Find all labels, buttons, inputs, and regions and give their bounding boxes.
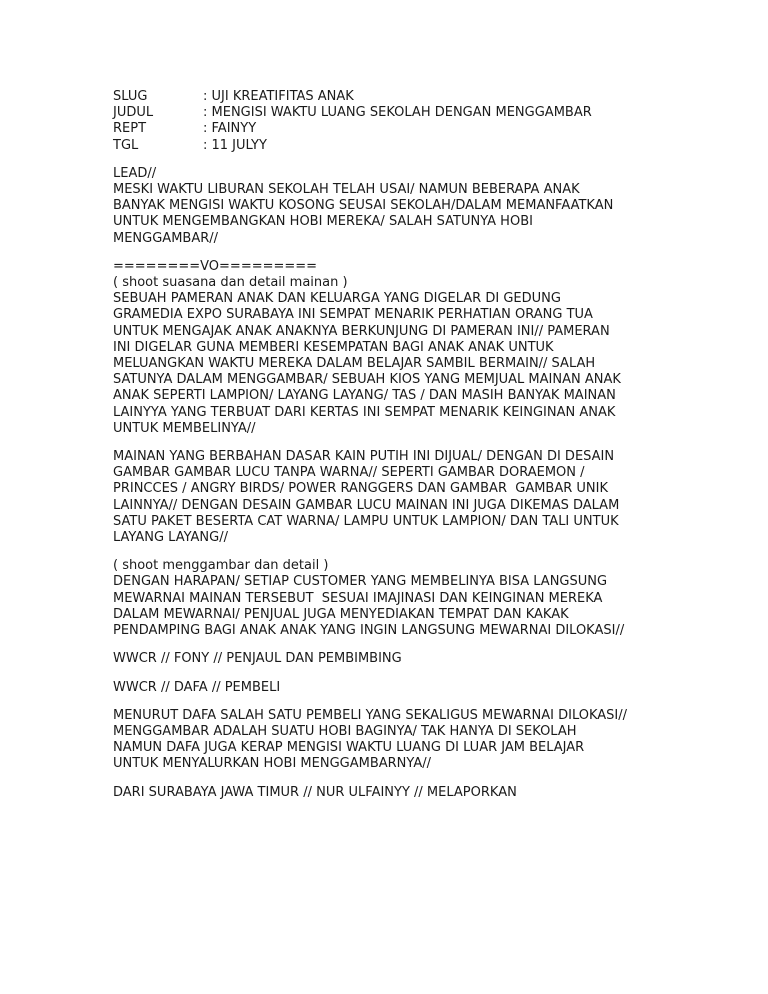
text-line: LAYANG LAYANG// [113,530,228,546]
script-body [113,89,673,801]
wwcr-line: WWCR // FONY // PENJAUL DAN PEMBIMBING [113,651,402,667]
wwcr-line: WWCR // DAFA // PEMBELI [113,679,281,695]
lead-heading: LEAD// [113,165,157,181]
text-line: MESKI WAKTU LIBURAN SEKOLAH TELAH USAI/ NAMUN BEBERAPA ANAK [113,182,580,198]
text-line: UNTUK MENYALURKAN HOBI MENGGAMBARNYA// [113,756,431,772]
wwcr-dafa [113,680,673,696]
text-line: SEBUAH PAMERAN ANAK DAN KELUARGA YANG DIGELAR DI GEDUNG [113,291,561,307]
vo-section [113,259,673,437]
text-line: UNTUK MEMBELINYA// [113,420,256,436]
meta-value: : MENGISI WAKTU LUANG SEKOLAH DENGAN MENGGAMBAR [203,105,592,121]
text-line: INI DIGELAR GUNA MEMBERI KESEMPATAN BAGI ANAK ANAK UNTUK [113,339,554,355]
text-line: UNTUK MENGEMBANGKAN HOBI MEREKA/ SALAH SATUNYA HOBI [113,214,533,230]
text-line: MENURUT DAFA SALAH SATU PEMBELI YANG SEKALIGUS MEWARNAI DILOKASI// [113,707,628,723]
text-line: DALAM MEWARNAI/ PENJUAL JUGA MENYEDIAKAN TEMPAT DAN KAKAK [113,606,569,622]
text-line: MENGGAMBAR// [113,230,219,246]
text-line: UNTUK MENGAJAK ANAK ANAKNYA BERKUNJUNG DI PAMERAN INI// PAMERAN [113,323,610,339]
text-line: MEWARNAI MAINAN TERSEBUT SESUAI IMAJINASI DAN KEINGINAN MEREKA [113,590,603,606]
meta-row-rept [113,121,673,137]
shot-note: ( shoot suasana dan detail mainan ) [113,275,348,291]
meta-row-tgl [113,138,673,154]
text-line: BANYAK MENGISI WAKTU KOSONG SEUSAI SEKOLAH/DALAM MEMANFAATKAN [113,198,614,214]
paragraph-dafa [113,708,673,773]
text-line: PENDAMPING BAGI ANAK ANAK YANG INGIN LANGSUNG MEWARNAI DILOKASI// [113,623,625,639]
meta-row-slug [113,89,673,105]
meta-key: SLUG [113,89,148,104]
meta-row-judul [113,105,673,121]
text-line: LAINYYA YANG TERBUAT DARI KERTAS INI SEMPAT MENARIK KEINGINAN ANAK [113,404,616,420]
lead-section [113,166,673,247]
text-line: SATU PAKET BESERTA CAT WARNA/ LAMPU UNTUK LAMPION/ DAN TALI UNTUK [113,513,619,529]
text-line: MAINAN YANG BERBAHAN DASAR KAIN PUTIH INI DIJUAL/ DENGAN DI DESAIN [113,449,615,465]
text-line: DENGAN HARAPAN/ SETIAP CUSTOMER YANG MEMBELINYA BISA LANGSUNG [113,574,608,590]
vo-divider: ========VO========= [113,258,318,274]
meta-value: : 11 JULYY [203,137,267,153]
text-line: GRAMEDIA EXPO SURABAYA INI SEMPAT MENARIK PERHATIAN ORANG TUA [113,307,593,323]
meta-value: : UJI KREATIFITAS ANAK [203,89,354,104]
meta-value: : FAINYY [203,121,257,137]
paragraph-mainan [113,449,673,546]
meta-key: REPT [113,121,147,137]
meta-key: TGL [113,137,139,153]
text-line: SATUNYA DALAM MENGGAMBAR/ SEBUAH KIOS YANG MEMJUAL MAINAN ANAK [113,372,621,388]
meta-key: JUDUL [113,105,154,121]
meta-block [113,89,673,154]
wwcr-fony [113,651,673,667]
text-line: ANAK SEPERTI LAMPION/ LAYANG LAYANG/ TAS / DAN MASIH BANYAK MAINAN [113,388,616,404]
text-line: MENGGAMBAR ADALAH SUATU HOBI BAGINYA/ TAK HANYA DI SEKOLAH [113,723,577,739]
text-line: MELUANGKAN WAKTU MEREKA DALAM BELAJAR SAMBIL BERMAIN// SALAH [113,356,596,372]
text-line: LAINNYA// DENGAN DESAIN GAMBAR LUCU MAINAN INI JUGA DIKEMAS DALAM [113,497,620,513]
text-line: NAMUN DAFA JUGA KERAP MENGISI WAKTU LUANG DI LUAR JAM BELAJAR [113,740,585,756]
text-line: PRINCCES / ANGRY BIRDS/ POWER RANGGERS DAN GAMBAR GAMBAR UNIK [113,481,609,497]
paragraph-menggambar [113,558,673,639]
text-line: GAMBAR GAMBAR LUCU TANPA WARNA// SEPERTI GAMBAR DORAEMON / [113,465,585,481]
shot-note: ( shoot menggambar dan detail ) [113,558,329,574]
closing-line: DARI SURABAYA JAWA TIMUR // NUR ULFAINYY // MELAPORKAN [113,784,517,800]
closing-section [113,785,673,801]
